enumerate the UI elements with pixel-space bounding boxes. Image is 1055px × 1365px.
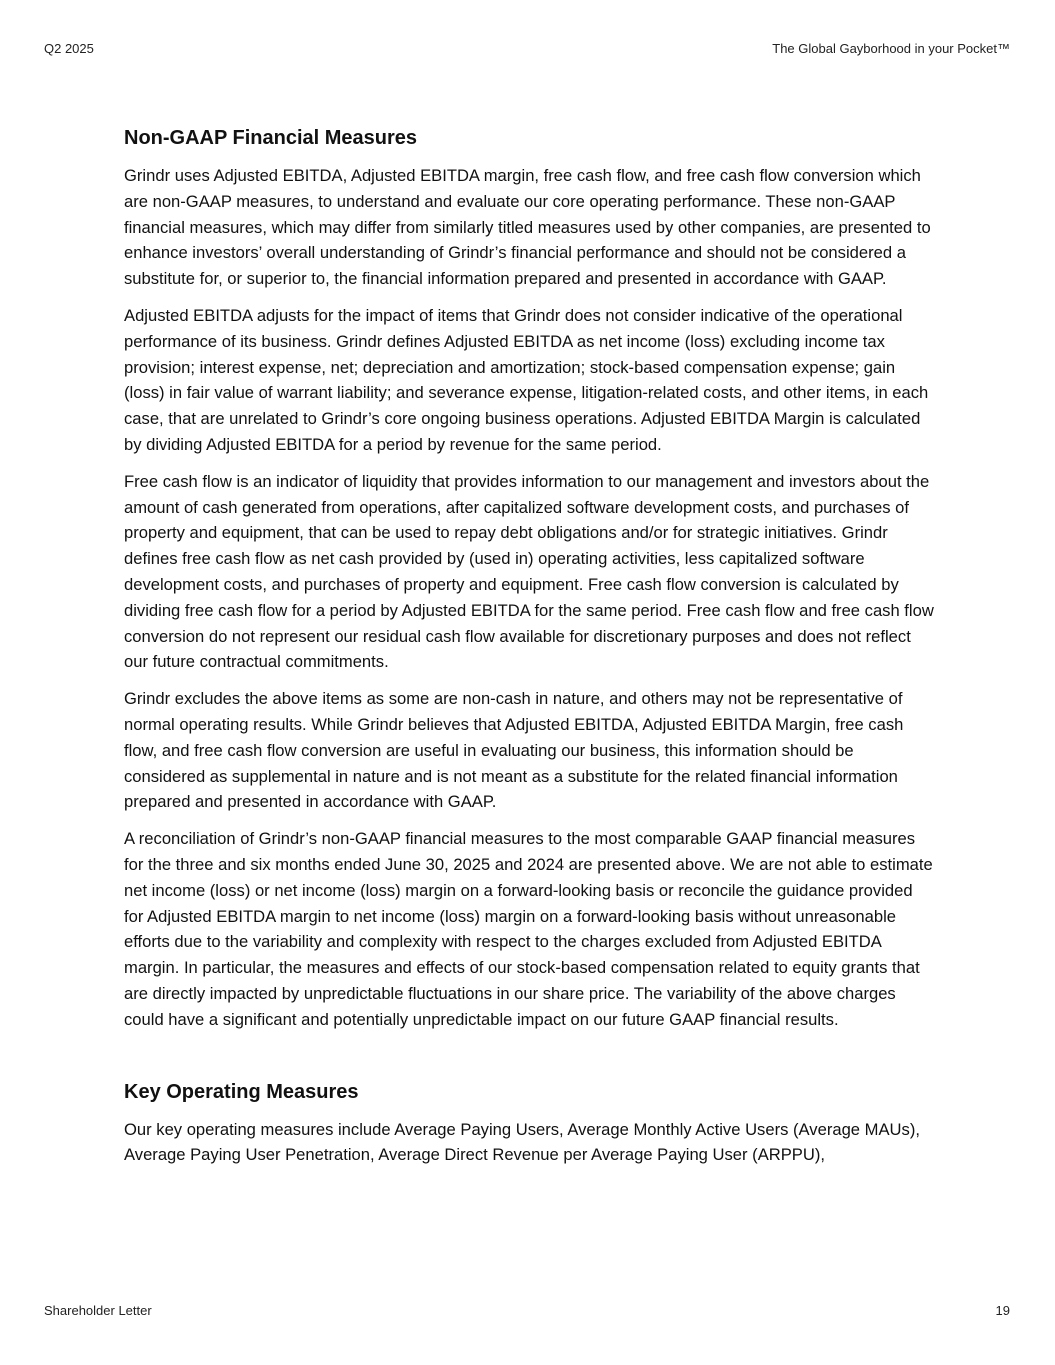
main-content: [124, 124, 934, 1179]
section-key-operating: [124, 1078, 934, 1169]
footer-doc-name: Shareholder Letter: [44, 1303, 152, 1318]
section-title-key-operating: Key Operating Measures: [124, 1080, 359, 1103]
paragraph: Grindr excludes the above items as some are non-cash in nature, and others may not be representative of normal operating results. While Grindr believes that Adjusted EBITDA, Adjusted EBITDA Margin, free cash flow, and free cash flow conversion are useful in evaluating our business, this information should be considered as supplemental in nature and is not meant as a substitute for the related financial information prepared and presented in accordance with GAAP.: [124, 689, 904, 812]
paragraph: Adjusted EBITDA adjusts for the impact of items that Grindr does not consider indicative of the operational performance of its business. Grindr defines Adjusted EBITDA as net income (loss) excluding income tax provision; interest expense, net; depreciation and amortization; stock-based compensation expense; gain (loss) in fair value of warrant liability; and severance expense, litigation-related costs, and other items, in each case, that are unrelated to Grindr’s core ongoing business operations. Adjusted EBITDA Margin is calculated by dividing Adjusted EBITDA for a period by revenue for the same period.: [124, 305, 929, 454]
section-spacer: [124, 1044, 934, 1078]
paragraph: Our key operating measures include Average Paying Users, Average Monthly Active Users (Average MAUs), Average Paying User Penetration, Average Direct Revenue per Average Paying User (ARPPU),: [124, 1119, 920, 1165]
section-title-non-gaap: Non-GAAP Financial Measures: [124, 127, 418, 149]
paragraph: Grindr uses Adjusted EBITDA, Adjusted EBITDA margin, free cash flow, and free cash flow conversion which are non-GAAP measures, to understand and evaluate our core operating performance. These non-GAAP financial measures, which may differ from similarly titled measures used by other companies, are presented to enhance investors’ overall understanding of Grindr’s financial performance and should not be considered a substitute for, or superior to, the financial information prepared and presented in accordance with GAAP.: [124, 166, 931, 289]
section-non-gaap: [124, 124, 934, 1033]
footer-page-number: 19: [995, 1303, 1010, 1318]
header-tagline: The Global Gayborhood in your Pocket™: [772, 41, 1010, 56]
paragraph: A reconciliation of Grindr’s non-GAAP financial measures to the most comparable GAAP financial measures for the three and six months ended June 30, 2025 and 2024 are presented above. We are not able to estimate net income (loss) or net income (loss) margin on a forward-looking basis or reconcile the guidance provided for Adjusted EBITDA margin to net income (loss) margin on a forward-looking basis without unreasonable efforts due to the variability and complexity with respect to the charges excluded from Adjusted EBITDA margin. In particular, the measures and effects of our stock-based compensation related to equity grants that are directly impacted by unpredictable fluctuations in our share price. The variability of the above charges could have a significant and potentially unpredictable impact on our future GAAP financial results.: [124, 829, 933, 1029]
header-period: Q2 2025: [44, 41, 94, 56]
paragraph: Free cash flow is an indicator of liquidity that provides information to our management and investors about the amount of cash generated from operations, after capitalized software development costs, and purchases of property and equipment, that can be used to repay debt obligations and/or for strategic initiatives. Grindr defines free cash flow as net cash provided by (used in) operating activities, less capitalized software development costs, and purchases of property and equipment. Free cash flow conversion is calculated by dividing free cash flow for a period by Adjusted EBITDA for the same period. Free cash flow and free cash flow conversion do not represent our residual cash flow available for discretionary purposes and does not reflect our future contractual commitments.: [124, 471, 934, 672]
